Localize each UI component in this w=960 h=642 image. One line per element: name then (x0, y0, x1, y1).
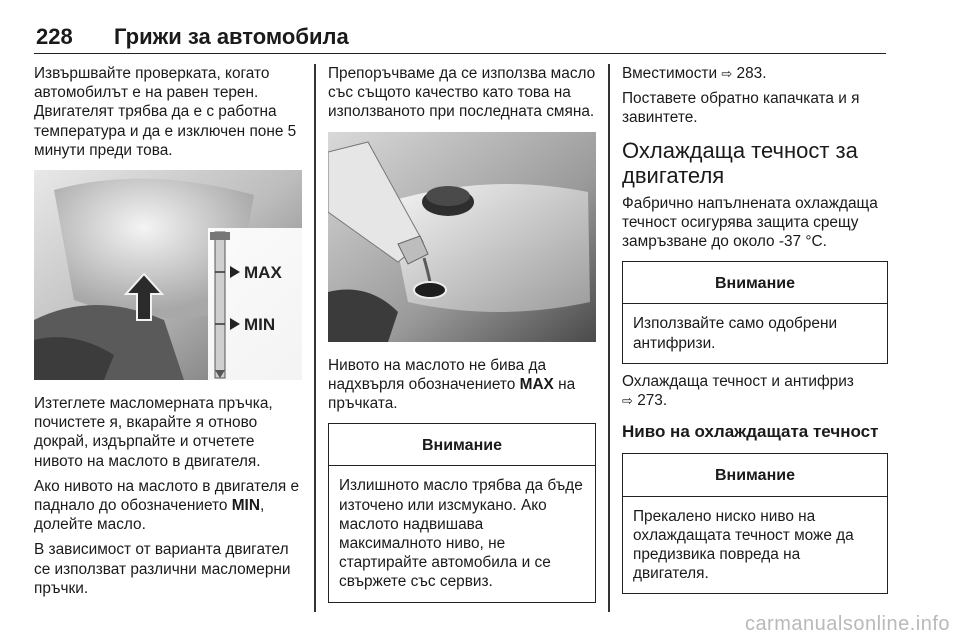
warning-title: Внимание (329, 424, 595, 466)
column-divider (314, 64, 316, 612)
column-2 (328, 64, 596, 611)
paragraph: Ако нивото на маслото в двигателя е паднало до обозначението MIN, долейте масло. (34, 477, 300, 534)
page-reference-icon: ⇨ (721, 66, 733, 81)
warning-text: Използвайте само одобрени антифризи. (633, 315, 838, 352)
oil-filler-neck (414, 282, 446, 298)
subsection-heading: Ниво на охлаждащата течност (622, 422, 879, 442)
paragraph: В зависимост от варианта двигател се използват различни масломерни пръчки. (34, 541, 291, 597)
column-1 (34, 64, 302, 604)
warning-box (622, 261, 888, 364)
watermark: carmanualsonline.info (744, 613, 950, 635)
dipstick-icon (208, 228, 302, 380)
paragraph: Вместимости ⇨ 283. (622, 65, 767, 82)
paragraph: Охлаждаща течност и антифриз ⇨ 273. (622, 372, 854, 410)
oil-fill-figure (328, 132, 596, 342)
paragraph: Изтеглете масломерната пръчка, почистете я, вкарайте я отново докрай, издърпайте и отчетете нивото на маслото в двигателя. (34, 395, 273, 470)
paragraph: Препоръчваме да се използва масло със същото качество като това на използваното при последната смяна. (328, 65, 596, 121)
warning-title: Внимание (623, 454, 887, 496)
page-number: 228 (36, 24, 73, 49)
warning-box (328, 423, 596, 602)
warning-text: Излишното масло трябва да бъде източено или изсмукано. Ако маслото надвишава максималното ниво, не стартирайте автомобила и се свържете със сервиз. (339, 477, 583, 591)
warning-box (622, 453, 888, 594)
warning-text: Прекалено ниско ниво на охлаждащата течност може да предизвика повреда на двигателя. (633, 507, 854, 583)
column-divider (608, 64, 610, 612)
warning-title: Внимание (623, 262, 887, 304)
paragraph: Извършвайте проверката, когато автомобилът е на равен терен. Двигателят трябва да е с работна температура и да е изключен поне 5 минути преди това. (34, 65, 297, 159)
max-label: MAX (244, 263, 282, 283)
paragraph: Поставете обратно капачката и я завинтете. (622, 90, 860, 127)
page-title: Грижи за автомобила (114, 24, 349, 49)
page-reference-icon: ⇨ (622, 393, 633, 409)
section-heading: Охлаждаща течност за двигателя (622, 137, 858, 188)
min-label: MIN (244, 315, 276, 335)
column-3 (622, 64, 888, 602)
dipstick-figure (34, 170, 302, 380)
page-header (34, 22, 886, 54)
paragraph: Нивото на маслото не бива да надхвърля обозначението MAX на пръчката. (328, 356, 576, 413)
paragraph: Фабрично напълнената охлаждаща течност осигурява защита срещу замръзване до около -37 °C. (622, 194, 878, 251)
